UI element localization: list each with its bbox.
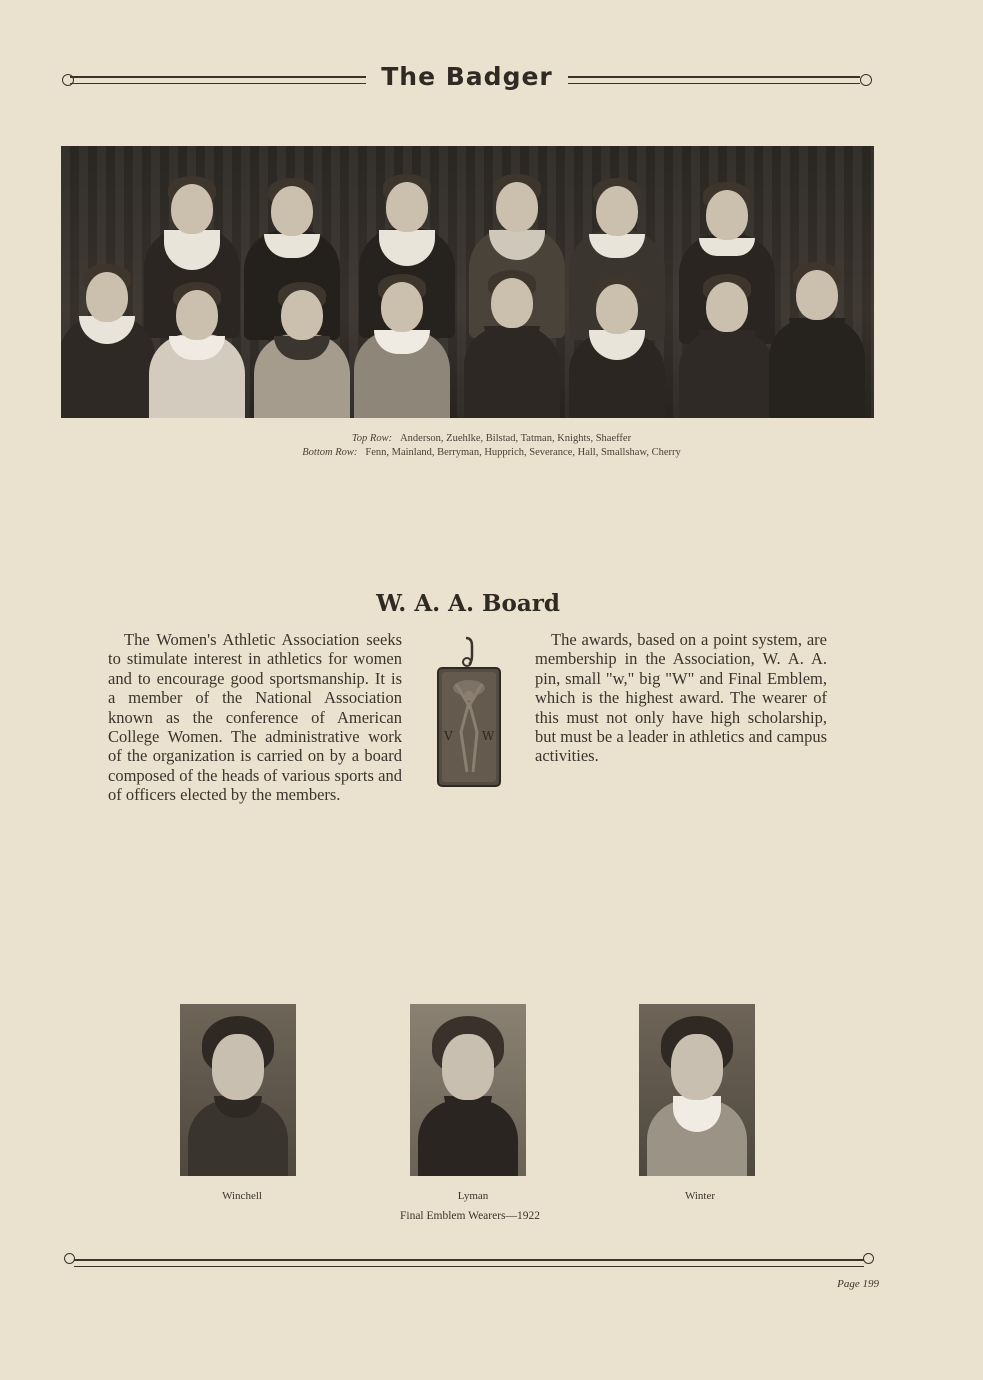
portrait-photo [639, 1004, 755, 1176]
page-header [62, 62, 872, 102]
group-caption-top [0, 433, 983, 444]
portraits-caption: Final Emblem Wearers—1922 [399, 1210, 541, 1222]
footer-rule [74, 1259, 864, 1267]
portrait-photo [410, 1004, 526, 1176]
section-title: W. A. A. Board [376, 590, 560, 617]
portrait-name: Lyman [457, 1190, 489, 1202]
group-photo [61, 146, 874, 418]
page-footer-rule [64, 1253, 874, 1271]
ornament-curl-icon [863, 1253, 874, 1264]
medal-letter: V [444, 729, 453, 743]
caption-label: Bottom Row: [302, 447, 358, 458]
caption-names: Anderson, Zuehlke, Bilstad, Tatman, Knights, Shaeffer [400, 433, 632, 444]
header-rule-right [568, 76, 860, 84]
ornament-curl-icon [860, 74, 872, 86]
portrait-name: Winchell [222, 1190, 262, 1202]
caption-label: Top Row: [351, 433, 393, 444]
page-title: The Badger [381, 62, 553, 91]
caption-names: Fenn, Mainland, Berryman, Hupprich, Severance, Hall, Smallshaw, Cherry [365, 447, 681, 458]
portrait-name: Winter [684, 1190, 716, 1202]
portrait-photo [180, 1004, 296, 1176]
body-text-right: The awards, based on a point system, are membership in the Association, W. A. A. pin, small "w," big "W" and Final Emblem, which is the highest award. The wearer of this must not only have high scholarship, but must be a leader in athletics and campus activities. [535, 630, 827, 766]
group-caption-bottom [0, 447, 983, 458]
page-number: Page 199 [837, 1278, 879, 1290]
medal-letter: W [482, 729, 495, 743]
medal-emblem-icon [436, 636, 502, 788]
header-rule-left [70, 76, 366, 84]
body-text-left: The Women's Athletic Association seeks to stimulate interest in athletics for women and to encourage good sportsmanship. It is a member of the National Association known as the conference of American College Women. The administrative work of the organization is carried on by a board composed of the heads of various sports and of officers elected by the members. [108, 630, 402, 805]
